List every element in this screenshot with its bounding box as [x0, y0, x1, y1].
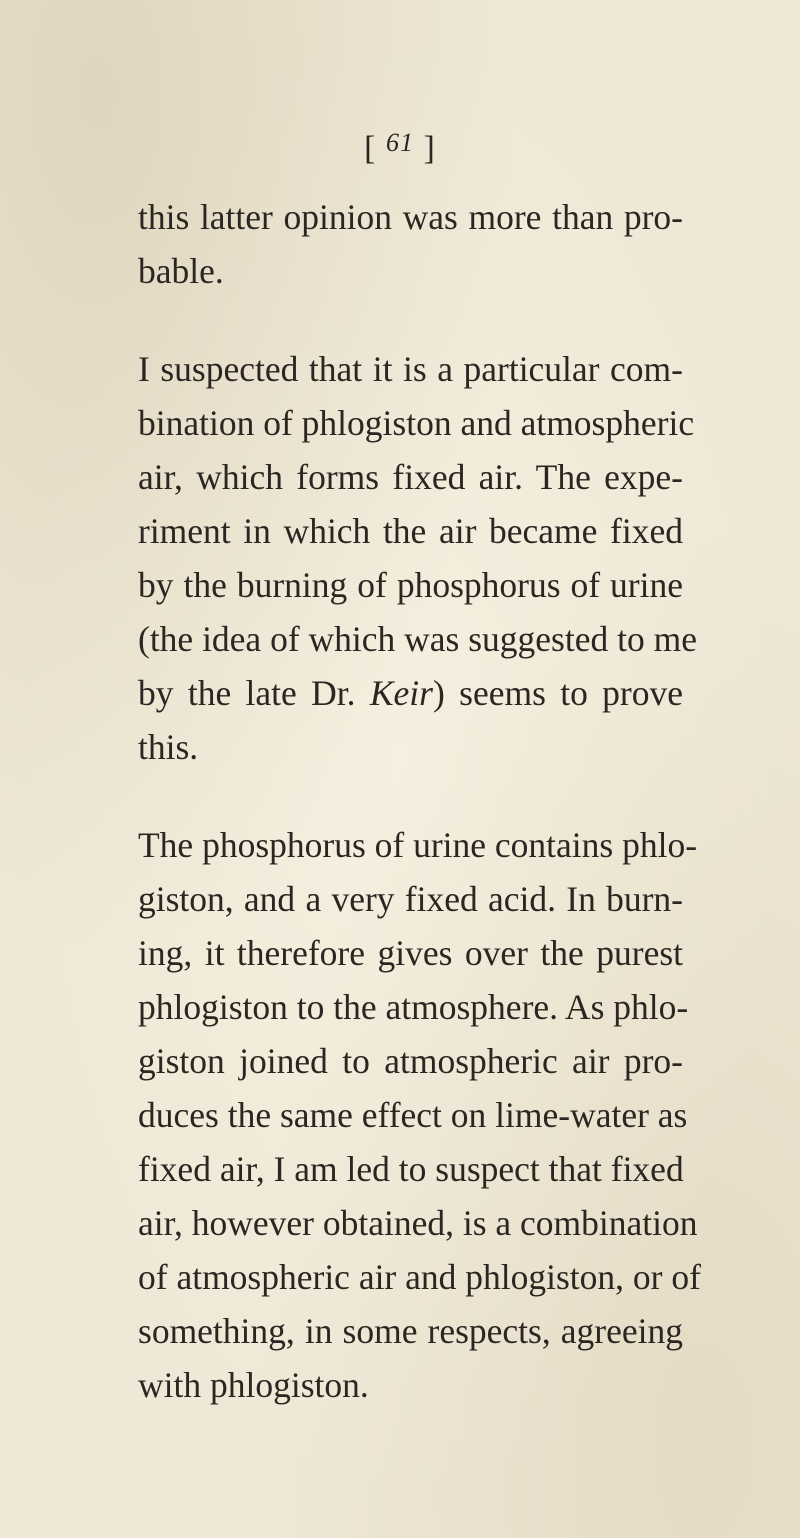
- text-line: bination of phlogiston and atmospheric: [138, 403, 695, 443]
- italic-name: Keir: [369, 673, 433, 713]
- paragraph-2: [138, 342, 697, 774]
- text-line: something, in some respects, agreeing: [138, 1311, 683, 1351]
- text-line: air, however obtained, is a combination: [138, 1203, 698, 1243]
- page-number-header: [0, 128, 800, 168]
- text-line: I suspected that it is a particular com-: [138, 349, 683, 389]
- text-line: ing, it therefore gives over the purest: [138, 933, 683, 973]
- text-line: with phlogiston.: [138, 1365, 369, 1405]
- page-number: 61: [386, 128, 414, 157]
- paragraph-3: [138, 818, 701, 1412]
- header-bracket-close: ]: [423, 130, 436, 167]
- text-line: this latter opinion was more than pro-: [138, 197, 683, 237]
- header-bracket-open: [: [364, 130, 377, 167]
- text-segment: ) seems to prove: [432, 673, 683, 713]
- text-line: (the idea of which was suggested to me: [138, 619, 697, 659]
- text-line: phlogiston to the atmosphere. As phlo-: [138, 987, 689, 1027]
- text-line: of atmospheric air and phlogiston, or of: [138, 1257, 701, 1297]
- text-line: duces the same effect on lime-water as: [138, 1095, 688, 1135]
- text-line: giston, and a very fixed acid. In burn-: [138, 879, 683, 919]
- text-line-with-name: [138, 666, 683, 720]
- text-line: giston joined to atmospheric air pro-: [138, 1041, 683, 1081]
- text-line: fixed air, I am led to suspect that fixed: [138, 1149, 684, 1189]
- text-line: bable.: [138, 251, 224, 291]
- text-line: by the burning of phosphorus of urine: [138, 565, 683, 605]
- text-line: The phosphorus of urine contains phlo-: [138, 825, 698, 865]
- text-segment: by the late Dr.: [138, 673, 370, 713]
- text-line: air, which forms fixed air. The expe-: [138, 457, 683, 497]
- paragraph-1: [138, 190, 683, 298]
- page-body: [138, 190, 701, 1412]
- text-line: this.: [138, 727, 199, 767]
- text-line: riment in which the air became fixed: [138, 511, 683, 551]
